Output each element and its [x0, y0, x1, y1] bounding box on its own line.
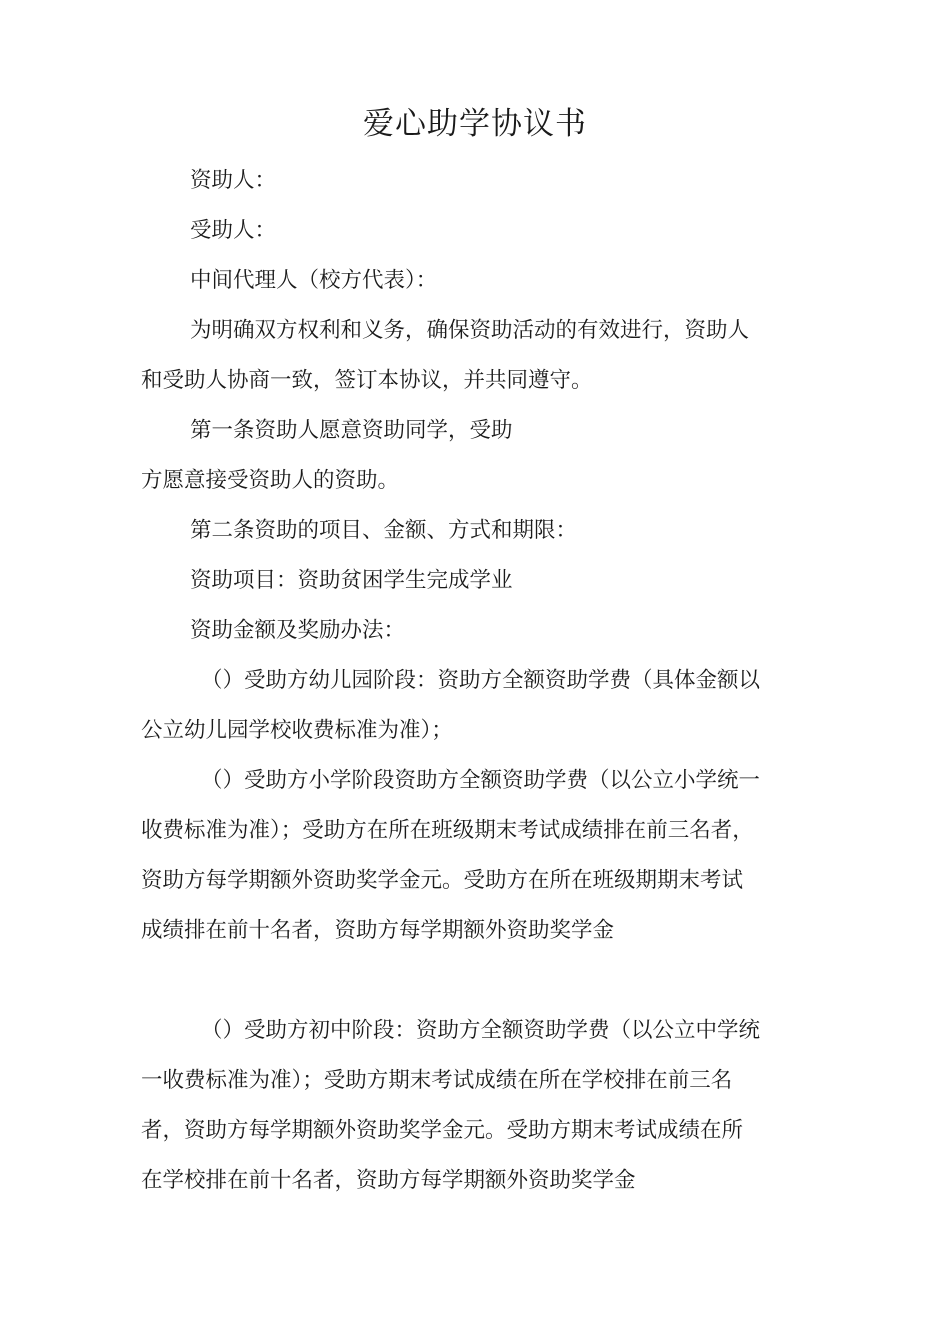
document-body [141, 156, 821, 1206]
article-1-line-1: 第一条资助人愿意资助同学，受助 [190, 418, 513, 443]
primary-line-1: （）受助方小学阶段资助方全额资助学费（以公立小学统一 [201, 768, 761, 793]
article-1-line-2: 方愿意接受资助人的资助。 [141, 468, 400, 493]
sponsor-line: 资助人： [190, 168, 277, 193]
preamble-line-2: 和受助人协商一致，签订本协议，并共同遵守。 [141, 368, 593, 393]
primary-line-3: 资助方每学期额外资助奖学金元。受助方在所在班级期期末考试 [141, 868, 744, 893]
primary-line-2: 收费标准为准）；受助方在所在班级期末考试成绩排在前三名者， [141, 818, 754, 843]
junior-high-line-2: 一收费标准为准）；受助方期末考试成绩在所在学校排在前三名 [141, 1068, 733, 1093]
kindergarten-line-2: 公立幼儿园学校收费标准为准）； [141, 718, 453, 743]
preamble-line-1: 为明确双方权利和义务，确保资助活动的有效进行，资助人 [190, 318, 750, 343]
recipient-line: 受助人： [190, 218, 277, 243]
junior-high-line-4: 在学校排在前十名者，资助方每学期额外资助奖学金 [141, 1168, 636, 1193]
agent-line: 中间代理人（校方代表）： [190, 268, 438, 293]
funding-amount-heading: 资助金额及奖励办法： [190, 618, 406, 643]
funding-project-line: 资助项目：资助贫困学生完成学业 [190, 568, 513, 593]
kindergarten-line-1: （）受助方幼儿园阶段：资助方全额资助学费（具体金额以 [201, 668, 761, 693]
junior-high-line-3: 者，资助方每学期额外资助奖学金元。受助方期末考试成绩在所 [141, 1118, 744, 1143]
primary-line-4: 成绩排在前十名者，资助方每学期额外资助奖学金 [141, 918, 615, 943]
junior-high-line-1: （）受助方初中阶段：资助方全额资助学费（以公立中学统 [201, 1018, 761, 1043]
document-title: 爱心助学协议书 [363, 106, 587, 142]
blank-line [141, 956, 821, 1006]
article-2-heading: 第二条资助的项目、金额、方式和期限： [190, 518, 578, 543]
